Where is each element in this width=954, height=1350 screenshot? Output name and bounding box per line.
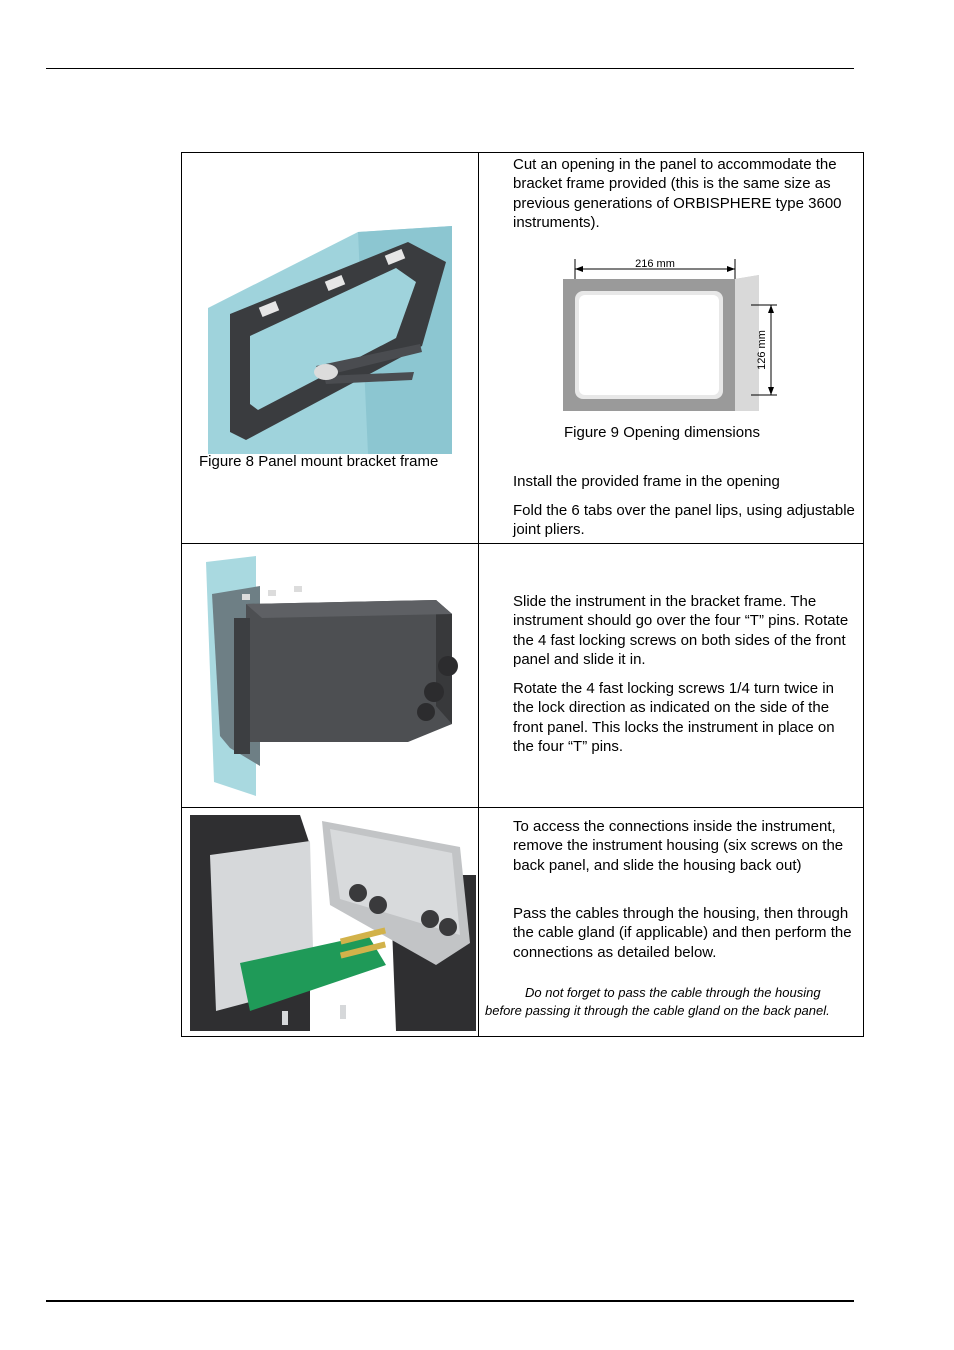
step-3-text-cell — [479, 808, 864, 1037]
figure-9-caption: Figure 9 Opening dimensions — [564, 424, 760, 441]
step-1-paragraph-1: Cut an opening in the panel to accommodate the bracket frame provided (this is the same size as previous generations of ORBISPHERE type 3600 instruments). — [513, 156, 842, 231]
step-3-paragraph-1: To access the connections inside the instrument, remove the instrument housing (six screws on the back panel, and slide the housing back out) — [513, 818, 844, 874]
height-dimension-label: 126 mm — [756, 330, 768, 370]
instrument-housing-removed-illustration — [190, 815, 476, 1031]
panel-bracket-frame-illustration — [208, 226, 452, 454]
step-1-paragraph-2: Install the provided frame in the opening — [513, 473, 780, 490]
step-1-text-cell — [479, 153, 864, 544]
step-row-2 — [182, 544, 864, 808]
step-2-paragraph-1: Slide the instrument in the bracket frame. The instrument should go over the four “T” pins. Rotate the 4 fast locking screws on both sides of the front panel and slide it in. — [513, 593, 849, 668]
step-3-paragraph-2: Pass the cables through the housing, then through the cable gland (if applicable) and then perform the connections as detailed below. — [513, 905, 852, 961]
step-3-note: Do not forget to pass the cable through the housing before passing it through the cable gland on the back panel. — [485, 985, 830, 1018]
step-1-paragraph-3: Fold the 6 tabs over the panel lips, using adjustable joint pliers. — [513, 502, 855, 539]
step-3-image-cell — [182, 808, 479, 1037]
instrument-in-bracket-illustration — [202, 556, 472, 796]
footer-rule — [46, 1300, 854, 1302]
step-2-image-cell — [182, 544, 479, 808]
step-1-image-cell — [182, 153, 479, 544]
figure-8-caption: Figure 8 Panel mount bracket frame — [199, 453, 439, 470]
step-row-3 — [182, 808, 864, 1037]
step-2-text-cell — [479, 544, 864, 808]
opening-dimensions-diagram — [563, 255, 783, 415]
step-2-paragraph-2: Rotate the 4 fast locking screws 1/4 turn twice in the lock direction as indicated on the side of the front panel. This locks the instrument in place on the four “T” pins. — [513, 680, 835, 755]
width-dimension-label: 216 mm — [635, 258, 675, 270]
installation-steps-table — [181, 152, 864, 1037]
step-row-1 — [182, 153, 864, 544]
header-rule — [46, 68, 854, 69]
